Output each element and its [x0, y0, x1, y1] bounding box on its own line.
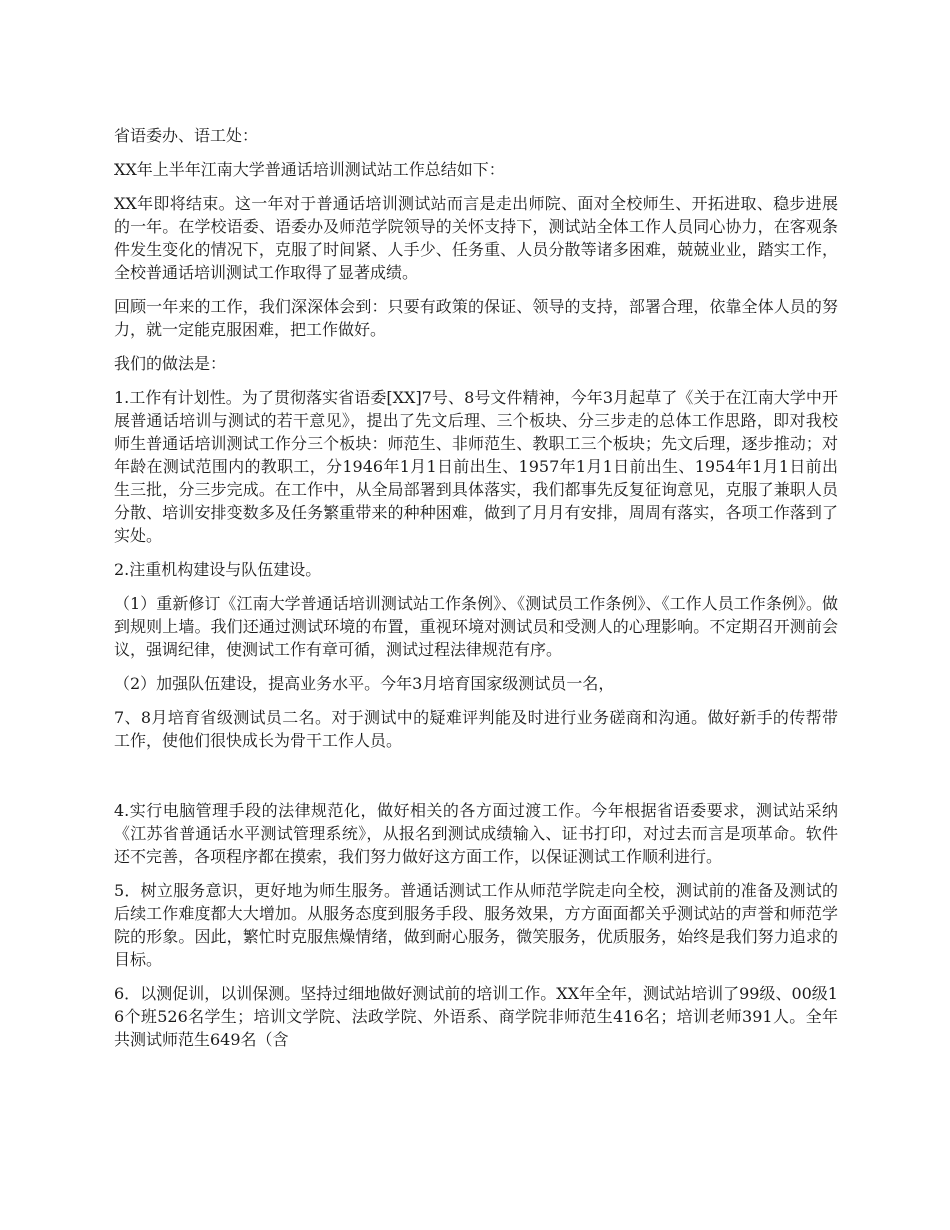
paragraph-item-5: 5．树立服务意识，更好地为师生服务。普通话测试工作从师范学院走向全校，测试前的准备及测试的后续工作难度都大大增加。从服务态度到服务手段、服务效果，方方面面都关乎测试站的声誉和师范学院的形象。因此，繁忙时克服焦燥情绪，做到耐心服务，微笑服务，优质服务，始终是我们努力追求的目标。: [114, 881, 838, 969]
blank-spacer: [114, 763, 838, 799]
intro-line: XX年上半年江南大学普通话培训测试站工作总结如下：: [114, 160, 505, 179]
paragraph-item-6: 6．以测促训，以训保测。坚持过细地做好测试前的培训工作。XX年全年，测试站培训了99级、00级16个班526名学生；培训文学院、法政学院、外语系、商学院非师范生416名；培训老师391人。全年共测试师范生649名（含: [114, 984, 838, 1049]
paragraph-item-2-sub-2: （2）加强队伍建设，提高业务水平。今年3月培育国家级测试员一名，: [114, 674, 615, 693]
paragraph-item-4: 4.实行电脑管理手段的法律规范化，做好相关的各方面过渡工作。今年根据省语委要求，测试站采纳《江苏省普通话水平测试管理系统》，从报名到测试成绩输入、证书打印，对过去而言是项革命。软件还不完善，各项程序都在摸索，我们努力做好这方面工作，以保证测试工作顺利进行。: [114, 801, 838, 866]
paragraph-reflection: 回顾一年来的工作，我们深深体会到：只要有政策的保证、领导的支持，部署合理，依靠全体人员的努力，就一定能克服困难，把工作做好。: [114, 297, 838, 339]
salutation: 省语委办、语工处：: [114, 126, 259, 145]
paragraph-methods-heading: 我们的做法是：: [114, 354, 227, 373]
document-body: [114, 124, 838, 1062]
paragraph-item-2-sub-1: （1）重新修订《江南大学普通话培训测试站工作条例》、《测试员工作条例》、《工作人员工作条例》。做到规则上墙。我们还通过测试环境的布置，重视环境对测试员和受测人的心理影响。不定期召开测前会议，强调纪律，使测试工作有章可循，测试过程法律规范有序。: [114, 594, 838, 659]
paragraph-item-2: 2.注重机构建设与队伍建设。: [114, 560, 322, 579]
paragraph-item-1: 1.工作有计划性。为了贯彻落实省语委[XX]7号、8号文件精神，今年3月起草了《关于在江南大学中开展普通话培训与测试的若干意见》，提出了先文后理、三个板块、分三步走的总体工作思路，即对我校师生普通话培训测试工作分三个板块：师范生、非师范生、教职工三个板块；先文后理，逐步推动；对年龄在测试范围内的教职工，分1946年1月1日前出生、1957年1月1日前出生、1954年1月1日前出生三批，分三步完成。在工作中，从全局部署到具体落实，我们都事先反复征询意见，克服了兼职人员分散、培训安排变数多及任务繁重带来的种种困难，做到了月月有安排，周周有落实，各项工作落到了实处。: [114, 388, 838, 545]
paragraph-overview: XX年即将结束。这一年对于普通话培训测试站而言是走出师院、面对全校师生、开拓进取、稳步进展的一年。在学校语委、语委办及师范学院领导的关怀支持下，测试站全体工作人员同心协力，在客观条件发生变化的情况下，克服了时间紧、人手少、任务重、人员分散等诸多困难，兢兢业业，踏实工作，全校普通话培训测试工作取得了显著成绩。: [114, 194, 838, 282]
paragraph-item-2-sub-2-cont: 7、8月培育省级测试员二名。对于测试中的疑难评判能及时进行业务磋商和沟通。做好新手的传帮带工作，使他们很快成长为骨干工作人员。: [114, 708, 838, 750]
